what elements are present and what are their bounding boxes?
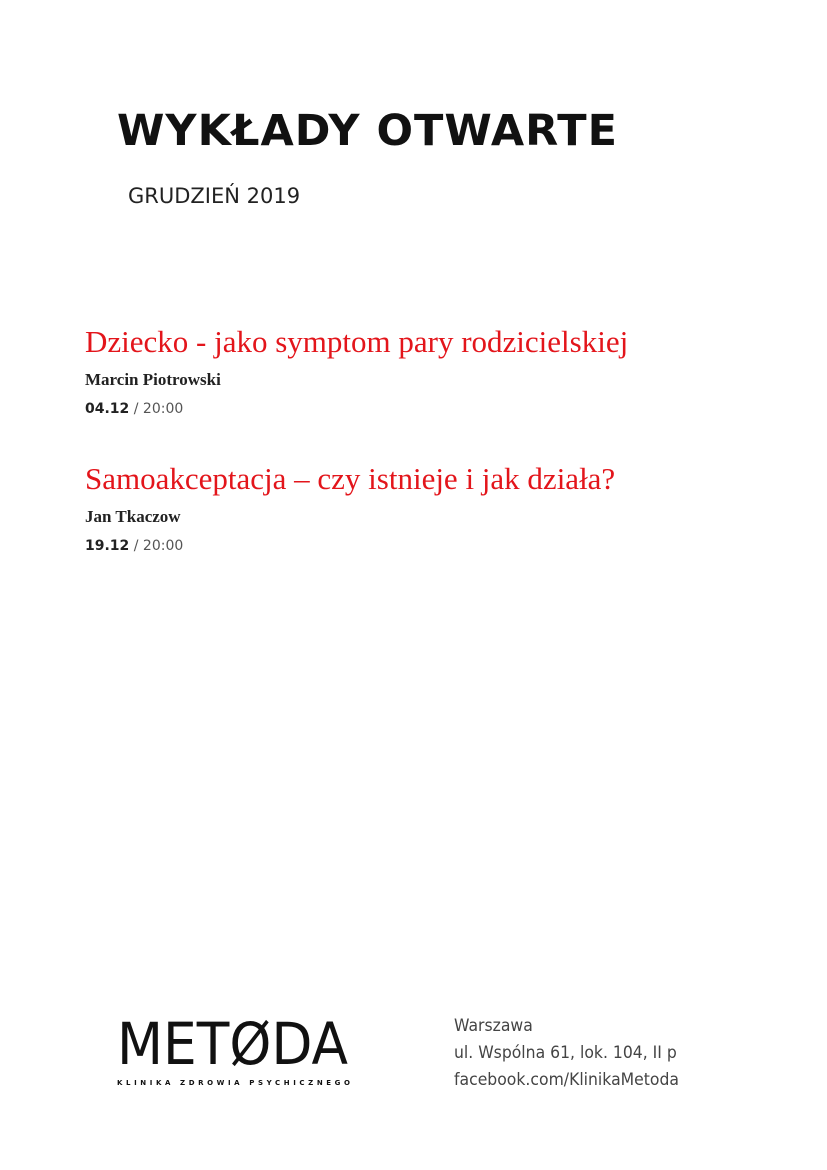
page-subtitle: GRUDZIEŃ 2019 xyxy=(128,184,301,208)
address-street: ul. Wspólna 61, lok. 104, II p xyxy=(454,1043,677,1063)
lecture-date: 04.12 xyxy=(85,401,130,418)
address-city: Warszawa xyxy=(454,1016,533,1036)
metoda-logo xyxy=(117,1010,368,1087)
lecture-separator: / xyxy=(133,401,139,418)
logo-wordmark: METØDA xyxy=(117,1010,349,1078)
lecture-separator: / xyxy=(133,538,139,555)
lecture-datetime xyxy=(85,538,785,555)
lecture-item xyxy=(85,324,785,418)
lecture-speaker: Jan Tkaczow xyxy=(85,506,181,526)
lecture-time: 20:00 xyxy=(142,401,184,418)
lecture-title: Samoakceptacja – czy istnieje i jak działa? xyxy=(85,461,616,496)
page-title: WYKŁADY OTWARTE xyxy=(117,106,618,156)
lecture-datetime xyxy=(85,401,785,418)
logo-tagline: KLINIKA ZDROWIA PSYCHICZNEGO xyxy=(117,1079,354,1087)
lecture-time: 20:00 xyxy=(142,538,184,555)
facebook-link[interactable]: facebook.com/KlinikaMetoda xyxy=(454,1070,679,1090)
lecture-title: Dziecko - jako symptom pary rodzicielskiej xyxy=(85,324,629,359)
lecture-item xyxy=(85,461,785,555)
lecture-speaker: Marcin Piotrowski xyxy=(85,369,221,389)
lecture-date: 19.12 xyxy=(85,538,130,555)
address-block xyxy=(454,1013,699,1094)
